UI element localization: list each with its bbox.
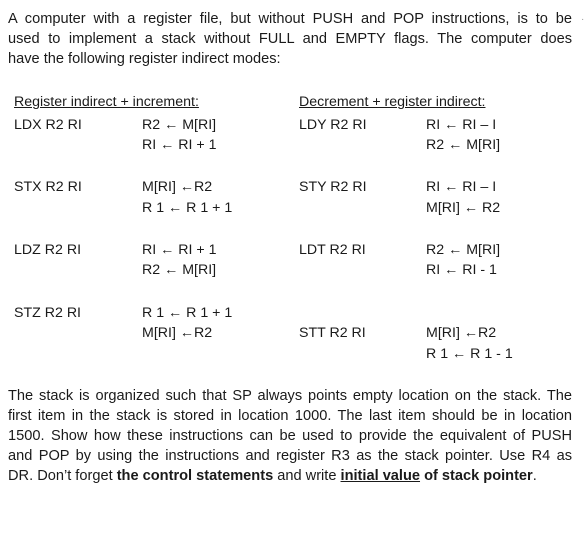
ldz-operation-1: RI ← RI + 1 xyxy=(142,242,217,258)
question-line-5-start: DR. Don’t forget xyxy=(8,468,117,484)
stack-pointer-emphasis: of stack pointer xyxy=(420,468,533,484)
ldy-instruction: LDY R2 RI xyxy=(299,117,367,133)
ldt-operation-1: R2 ← M[RI] xyxy=(426,242,501,258)
intro-paragraph xyxy=(8,9,572,69)
ldz-operation-2: R2 ← M[RI] xyxy=(142,262,217,278)
initial-value-emphasis: initial value xyxy=(340,468,421,484)
stz-instruction: STZ R2 RI xyxy=(14,305,82,321)
stz-operation-2: M[RI] ←R2 xyxy=(142,325,213,341)
stx-operation-1: M[RI] ←R2 xyxy=(142,179,213,195)
question-line-5-end: . xyxy=(532,468,537,484)
sty-instruction: STY R2 RI xyxy=(299,179,367,195)
left-column-header: Register indirect + increment: xyxy=(14,94,199,110)
ldt-instruction: LDT R2 RI xyxy=(299,242,366,258)
stz-operation-1: R 1 ← R 1 + 1 xyxy=(142,305,233,321)
control-statements-emphasis: the control statements xyxy=(116,468,274,484)
stt-instruction: STT R2 RI xyxy=(299,325,366,341)
intro-line-2: used to implement a stack without FULL and EMPTY flags. The computer does xyxy=(8,31,572,47)
ldz-instruction: LDZ R2 RI xyxy=(14,242,82,258)
intro-line-3: have the following register indirect modes: xyxy=(8,51,281,67)
question-line-2: first item in the stack is stored in location 1000. The last item should be in location xyxy=(8,408,572,424)
ldx-instruction: LDX R2 RI xyxy=(14,117,82,133)
question-line-5 xyxy=(8,466,572,486)
ldy-operation-2: R2 ← M[RI] xyxy=(426,137,501,153)
ldt-operation-2: RI ← RI - 1 xyxy=(426,262,497,278)
sty-operation-2: M[RI] ← R2 xyxy=(426,200,501,216)
question-line-4: and POP by using the instructions and register R3 as the stack pointer. Use R4 as xyxy=(8,448,572,464)
stx-instruction: STX R2 RI xyxy=(14,179,82,195)
ldy-operation-1: RI ← RI – I xyxy=(426,117,497,133)
question-line-1: The stack is organized such that SP always points empty location on the stack. The xyxy=(8,388,572,404)
sty-operation-1: RI ← RI – I xyxy=(426,179,497,195)
question-line-5-mid: and write xyxy=(273,468,341,484)
stt-operation-2: R 1 ← R 1 - 1 xyxy=(426,346,513,362)
stt-operation-1: M[RI] ←R2 xyxy=(426,325,497,341)
stx-operation-2: R 1 ← R 1 + 1 xyxy=(142,200,233,216)
ldx-operation-2: RI ← RI + 1 xyxy=(142,137,217,153)
right-column-header: Decrement + register indirect: xyxy=(299,94,486,110)
intro-line-1: A computer with a register file, but without PUSH and POP instructions, is to be xyxy=(8,11,572,27)
ldx-operation-1: R2 ← M[RI] xyxy=(142,117,217,133)
question-paragraph xyxy=(8,386,572,486)
question-line-3: 1500. Show how these instructions can be used to provide the equivalent of PUSH xyxy=(8,428,572,444)
